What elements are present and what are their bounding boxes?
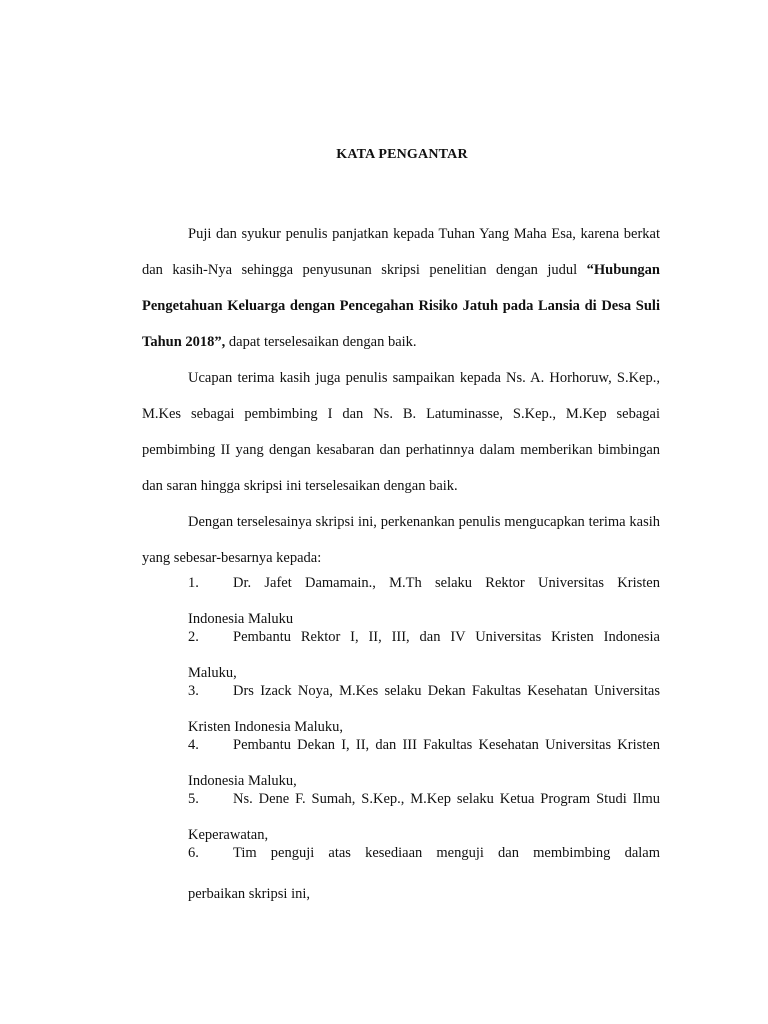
- list-item-text-continued: Kristen Indonesia Maluku,: [188, 719, 344, 735]
- list-item-text: Tim penguji atas kesediaan menguji dan membimbing dalam: [233, 845, 660, 861]
- thesis-title: “Hubungan Pengetahuan Keluarga dengan Pencegahan Risiko Jatuh pada Lansia di Desa Suli Tahun 2018”,: [142, 262, 660, 350]
- list-item: [188, 788, 660, 842]
- list-item-text-continued: Keperawatan,: [188, 827, 269, 843]
- list-item: [188, 734, 660, 788]
- list-item-number: 4.: [188, 737, 199, 753]
- list-item: [188, 572, 660, 626]
- list-item-text-continued: Indonesia Maluku,: [188, 773, 297, 789]
- list-item-number: 6.: [188, 845, 199, 861]
- list-item: [188, 680, 660, 734]
- paragraph-opening: [142, 216, 660, 360]
- list-item-text: Ns. Dene F. Sumah, S.Kep., M.Kep selaku Ketua Program Studi Ilmu: [233, 791, 660, 807]
- list-item-text: Drs Izack Noya, M.Kes selaku Dekan Fakultas Kesehatan Universitas: [233, 683, 660, 699]
- paragraph-gratitude: Dengan terselesainya skripsi ini, perkenankan penulis mengucapkan terima kasih yang sebesar-besarnya kepada:: [142, 514, 660, 566]
- list-item-number: 5.: [188, 791, 199, 807]
- list-item: [188, 626, 660, 680]
- list-item: [188, 842, 660, 902]
- list-item-text-continued: perbaikan skripsi ini,: [188, 886, 311, 902]
- paragraph-opening-intro: Puji dan syukur penulis panjatkan kepada Tuhan Yang Maha Esa, karena berkat dan kasih-Nya sehingga penyusunan skripsi penelitian dengan judul: [142, 226, 660, 278]
- list-item-number: 1.: [188, 575, 199, 591]
- list-item-text-continued: Maluku,: [188, 665, 237, 681]
- acknowledgement-list: [188, 572, 660, 902]
- list-item-text: Dr. Jafet Damamain., M.Th selaku Rektor Universitas Kristen: [233, 575, 660, 591]
- list-item-text: Pembantu Rektor I, II, III, dan IV Universitas Kristen Indonesia: [233, 629, 660, 645]
- list-item-number: 3.: [188, 683, 199, 699]
- list-item-text: Pembantu Dekan I, II, dan III Fakultas Kesehatan Universitas Kristen: [233, 737, 660, 753]
- paragraph-opening-ending: dapat terselesaikan dengan baik.: [225, 334, 417, 350]
- list-item-text-continued: Indonesia Maluku: [188, 611, 294, 627]
- page-title: KATA PENGANTAR: [336, 147, 468, 162]
- paragraph-supervisors: Ucapan terima kasih juga penulis sampaikan kepada Ns. A. Horhoruw, S.Kep., M.Kes sebagai pembimbing I dan Ns. B. Latuminasse, S.Kep., M.Kep sebagai pembimbing II yang dengan kesabaran dan perhatinnya dalam memberikan bimbingan dan saran hingga skripsi ini terselesaikan dengan baik.: [142, 370, 660, 494]
- body-text: [142, 216, 660, 576]
- list-item-number: 2.: [188, 629, 199, 645]
